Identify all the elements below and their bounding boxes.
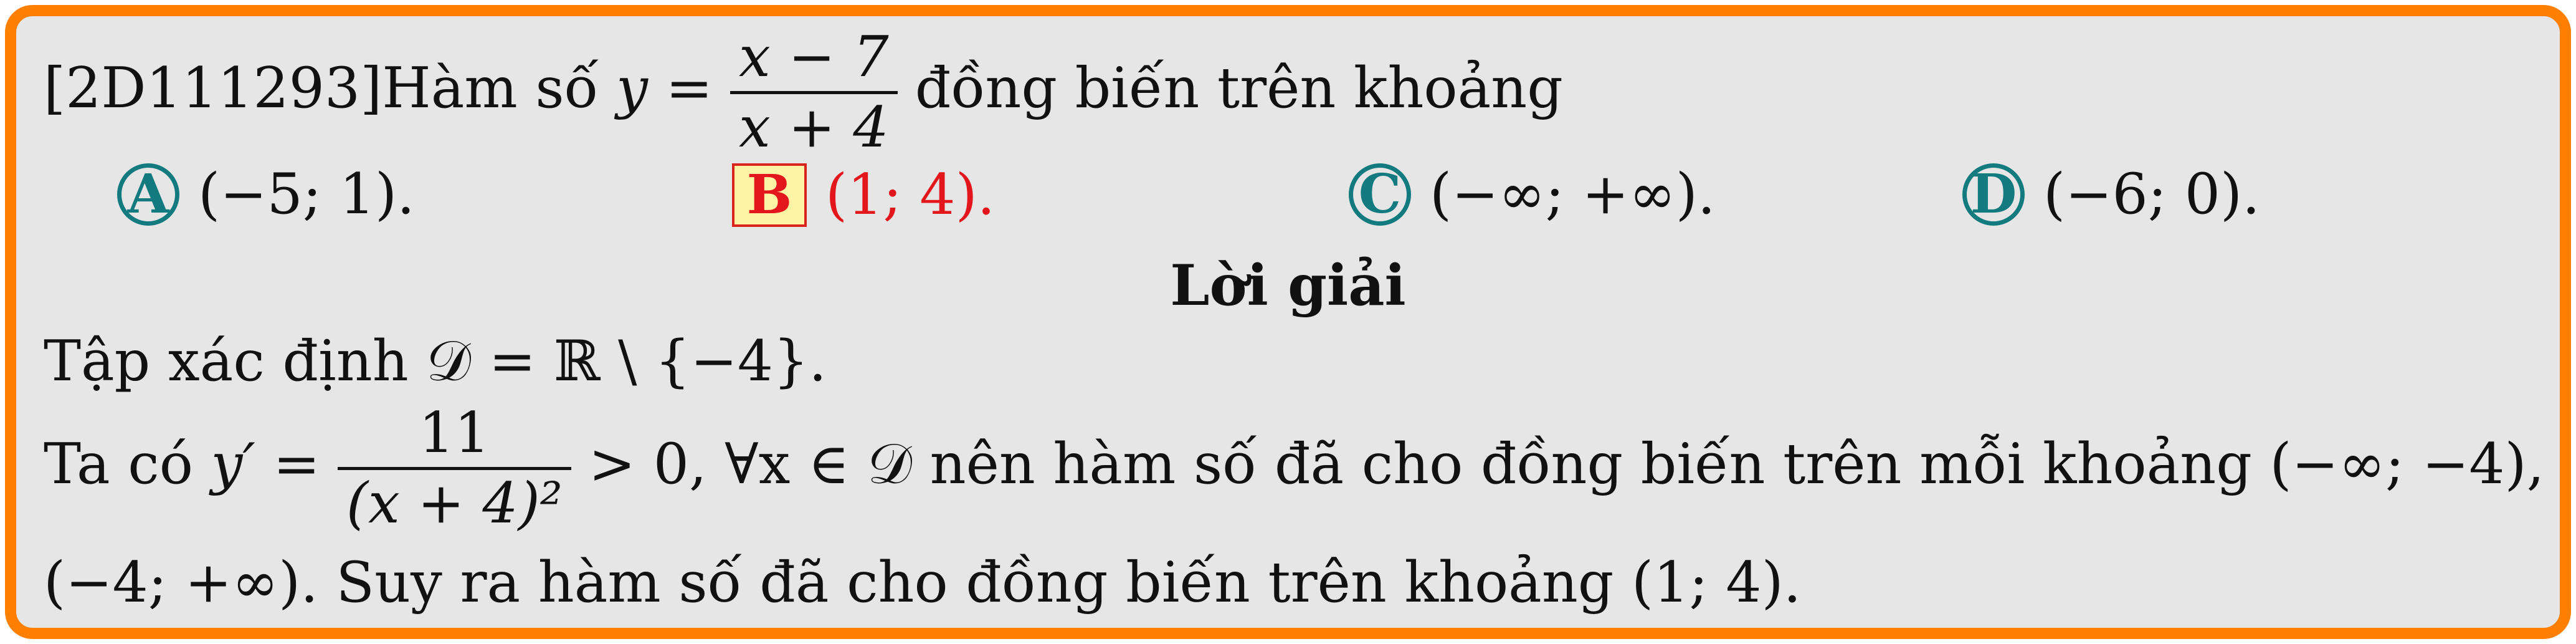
question-fraction-numerator: x − 7 (730, 24, 898, 94)
option-a-text: (−5; 1). (198, 161, 415, 227)
solution-line-2-suffix: > 0, ∀x ∈ 𝒟 nên hàm số đã cho đồng biến trên mỗi khoảng (−∞; −4), (588, 431, 2545, 497)
option-d-circle-icon: D (1962, 163, 2025, 226)
question-text-after: đồng biến trên khoảng (915, 55, 1563, 121)
option-c[interactable] (1349, 163, 1716, 226)
solution-line-2 (44, 400, 2545, 537)
solution-line-3: (−4; +∞). Suy ra hàm số đã cho đồng biến trên khoảng (1; 4). (44, 550, 1802, 615)
question-line (44, 24, 1563, 161)
solution-fraction-denominator: (x + 4)² (346, 471, 563, 537)
solution-line-1: Tập xác định 𝒟 = ℝ \ {−4}. (44, 329, 827, 394)
question-fraction (730, 24, 898, 161)
solution-fraction (338, 400, 571, 537)
option-b-box-icon: B (732, 163, 807, 227)
option-c-text: (−∞; +∞). (1430, 161, 1716, 227)
question-y-equals: y = (616, 55, 713, 121)
question-fraction-denominator: x + 4 (739, 95, 889, 161)
option-b-text: (1; 4). (825, 162, 996, 228)
option-d-text: (−6; 0). (2043, 161, 2260, 227)
option-d[interactable] (1962, 163, 2260, 226)
question-text-before: Hàm số (382, 55, 617, 121)
solution-line-2-prefix: Ta có (44, 431, 211, 497)
solution-heading: Lời giải (1170, 252, 1406, 319)
solution-fraction-numerator: 11 (338, 400, 571, 470)
option-a[interactable] (117, 163, 415, 226)
option-c-circle-icon: C (1349, 163, 1411, 226)
solution-yprime: y′ = (211, 431, 320, 497)
option-a-circle-icon: A (117, 163, 179, 226)
question-id: [2D111293] (44, 55, 383, 121)
option-b[interactable] (732, 163, 995, 227)
